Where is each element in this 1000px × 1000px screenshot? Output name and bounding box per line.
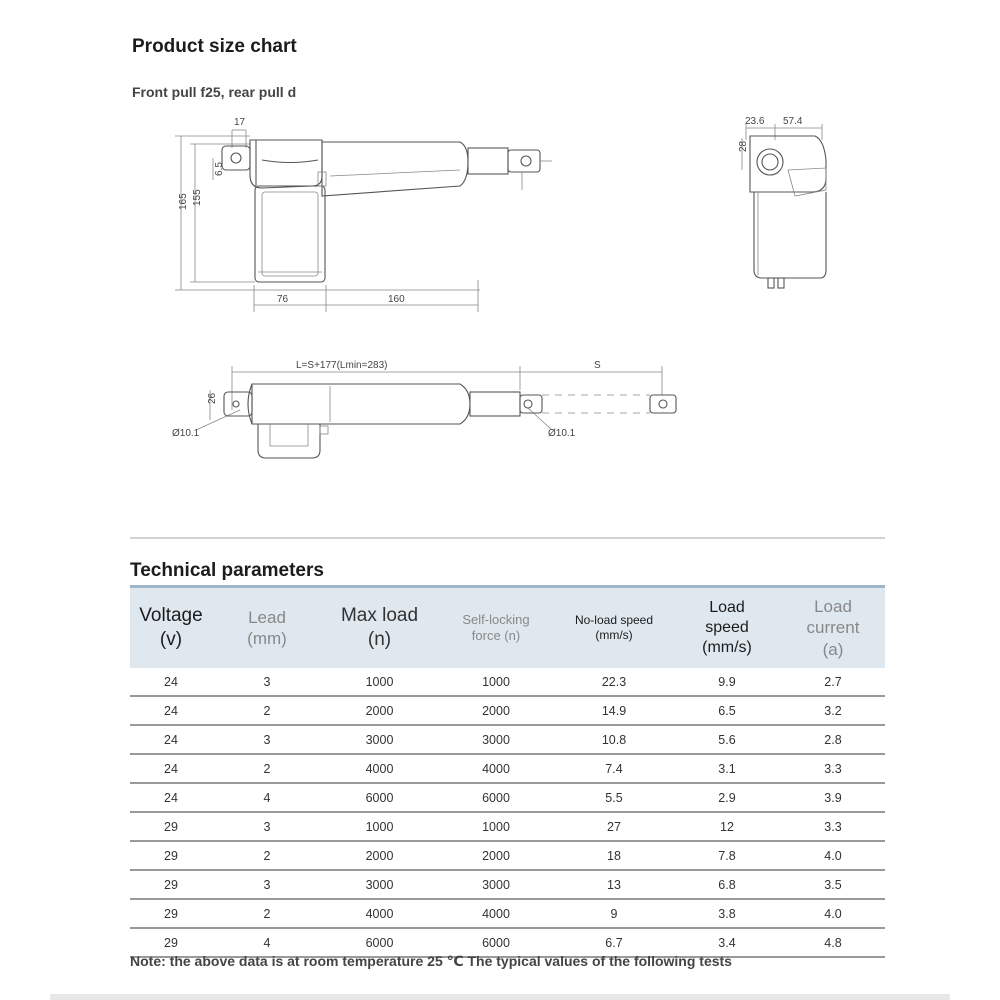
cell-load-speed: 6.8 (673, 870, 781, 899)
table-row (130, 841, 885, 870)
cell-lead: 3 (212, 668, 322, 696)
side-view (738, 116, 826, 288)
cell-load-current: 3.2 (781, 696, 885, 725)
cell-voltage: 29 (130, 928, 212, 957)
section-divider (130, 537, 885, 539)
stroke-view (172, 360, 676, 458)
cell-self-locking-force: 2000 (437, 696, 555, 725)
cell-voltage: 24 (130, 696, 212, 725)
table-row (130, 696, 885, 725)
cell-load-speed: 7.8 (673, 841, 781, 870)
table-row (130, 668, 885, 696)
svg-text:L=S+177(Lmin=283): L=S+177(Lmin=283) (296, 360, 388, 371)
cell-load-current: 2.7 (781, 668, 885, 696)
svg-text:26: 26 (207, 392, 218, 404)
cell-no-load-speed: 10.8 (555, 725, 673, 754)
cell-voltage: 24 (130, 668, 212, 696)
cell-load-speed: 3.8 (673, 899, 781, 928)
header-load-speed: Load speed (mm/s) (673, 587, 781, 669)
svg-text:Ø10.1: Ø10.1 (172, 428, 200, 439)
cell-no-load-speed: 27 (555, 812, 673, 841)
cell-no-load-speed: 6.7 (555, 928, 673, 957)
header-lead: Lead (mm) (212, 587, 322, 669)
cell-max-load: 1000 (322, 668, 437, 696)
cell-no-load-speed: 9 (555, 899, 673, 928)
cell-load-speed: 3.4 (673, 928, 781, 957)
cell-max-load: 4000 (322, 899, 437, 928)
table-row (130, 783, 885, 812)
cell-load-current: 2.8 (781, 725, 885, 754)
table-row (130, 899, 885, 928)
table-header-row (130, 587, 885, 669)
cell-load-speed: 5.6 (673, 725, 781, 754)
cell-self-locking-force: 3000 (437, 870, 555, 899)
table-row (130, 812, 885, 841)
cell-self-locking-force: 4000 (437, 899, 555, 928)
cell-voltage: 29 (130, 899, 212, 928)
cell-load-current: 4.0 (781, 899, 885, 928)
cell-no-load-speed: 7.4 (555, 754, 673, 783)
size-chart-title: Product size chart (132, 36, 297, 57)
cell-load-current: 3.5 (781, 870, 885, 899)
cell-lead: 4 (212, 783, 322, 812)
header-self-locking-force: Self-locking force (n) (437, 587, 555, 669)
cell-load-speed: 6.5 (673, 696, 781, 725)
cell-no-load-speed: 18 (555, 841, 673, 870)
cell-lead: 2 (212, 754, 322, 783)
technical-title: Technical parameters (130, 560, 324, 581)
cell-self-locking-force: 2000 (437, 841, 555, 870)
cell-max-load: 2000 (322, 696, 437, 725)
cell-lead: 4 (212, 928, 322, 957)
cell-lead: 3 (212, 725, 322, 754)
svg-text:76: 76 (277, 294, 289, 305)
cell-voltage: 29 (130, 841, 212, 870)
cell-self-locking-force: 1000 (437, 668, 555, 696)
cell-max-load: 4000 (322, 754, 437, 783)
cell-max-load: 3000 (322, 870, 437, 899)
front-view (175, 117, 552, 312)
cell-lead: 2 (212, 899, 322, 928)
svg-text:S: S (594, 360, 601, 371)
cell-load-speed: 3.1 (673, 754, 781, 783)
header-voltage: Voltage (v) (130, 587, 212, 669)
svg-text:160: 160 (388, 294, 405, 305)
cell-lead: 3 (212, 870, 322, 899)
cell-max-load: 3000 (322, 725, 437, 754)
svg-text:23.6: 23.6 (745, 116, 765, 127)
cell-max-load: 6000 (322, 928, 437, 957)
cell-self-locking-force: 3000 (437, 725, 555, 754)
svg-text:6.5: 6.5 (214, 162, 225, 176)
cell-voltage: 24 (130, 783, 212, 812)
size-chart-subtitle: Front pull f25, rear pull d (132, 84, 297, 100)
svg-text:165: 165 (178, 193, 189, 210)
cell-no-load-speed: 13 (555, 870, 673, 899)
cell-load-current: 3.3 (781, 812, 885, 841)
cell-load-current: 3.9 (781, 783, 885, 812)
cell-voltage: 24 (130, 725, 212, 754)
cell-self-locking-force: 6000 (437, 928, 555, 957)
svg-text:Ø10.1: Ø10.1 (548, 428, 576, 439)
cell-load-speed: 12 (673, 812, 781, 841)
cell-self-locking-force: 4000 (437, 754, 555, 783)
table-row (130, 725, 885, 754)
table-row (130, 754, 885, 783)
bottom-bar (50, 994, 950, 1000)
cell-lead: 3 (212, 812, 322, 841)
table-row (130, 870, 885, 899)
svg-text:28: 28 (738, 140, 749, 152)
cell-max-load: 6000 (322, 783, 437, 812)
header-no-load-speed: No-load speed (mm/s) (555, 587, 673, 669)
table-note: Note: the above data is at room temperature 25 ℃ The typical values of the following tests (130, 953, 732, 969)
cell-load-speed: 2.9 (673, 783, 781, 812)
cell-load-current: 3.3 (781, 754, 885, 783)
cell-max-load: 1000 (322, 812, 437, 841)
cell-voltage: 24 (130, 754, 212, 783)
cell-self-locking-force: 6000 (437, 783, 555, 812)
table-body (130, 668, 885, 957)
cell-voltage: 29 (130, 812, 212, 841)
cell-load-speed: 9.9 (673, 668, 781, 696)
cell-self-locking-force: 1000 (437, 812, 555, 841)
cell-lead: 2 (212, 841, 322, 870)
cell-load-current: 4.8 (781, 928, 885, 957)
cell-no-load-speed: 14.9 (555, 696, 673, 725)
svg-text:17: 17 (234, 117, 246, 128)
technical-parameters-table (130, 585, 885, 958)
cell-no-load-speed: 5.5 (555, 783, 673, 812)
cell-voltage: 29 (130, 870, 212, 899)
header-max-load: Max load (n) (322, 587, 437, 669)
cell-lead: 2 (212, 696, 322, 725)
cell-load-current: 4.0 (781, 841, 885, 870)
svg-text:57.4: 57.4 (783, 116, 803, 127)
cell-max-load: 2000 (322, 841, 437, 870)
cell-no-load-speed: 22.3 (555, 668, 673, 696)
header-load-current: Load current (a) (781, 587, 885, 669)
svg-text:155: 155 (192, 189, 203, 206)
